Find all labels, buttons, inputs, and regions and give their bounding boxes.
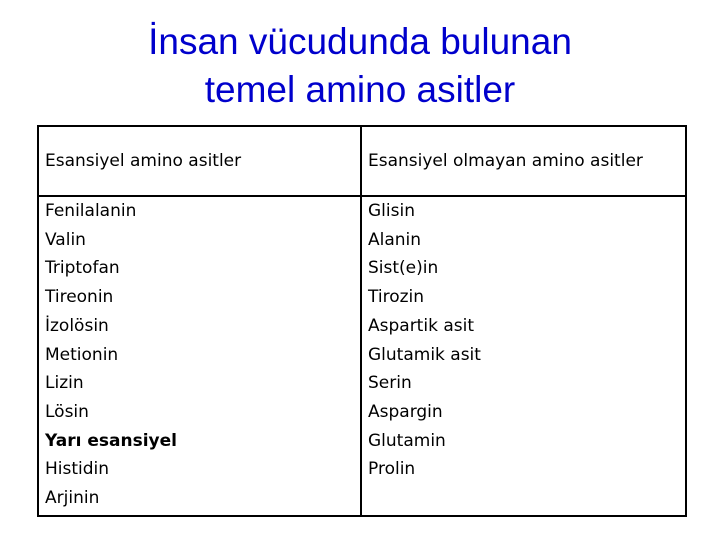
list-item: Glutamik asit [368, 344, 481, 365]
list-item: Glisin [368, 201, 415, 221]
list-item: Histidin [45, 459, 110, 480]
list-item: Fenilalanin [45, 201, 137, 221]
list-item: Valin [45, 229, 86, 250]
slide-title [0, 18, 720, 114]
non-essential-list [368, 197, 685, 484]
list-item: Aspartik asit [368, 315, 474, 336]
list-item: Metionin [45, 344, 119, 365]
list-item: Yarı esansiyel [45, 430, 177, 451]
title-line-1: İnsan vücudunda bulunan [148, 21, 572, 62]
essential-list [45, 197, 360, 513]
list-item: Triptofan [45, 258, 120, 279]
amino-acid-table [37, 125, 687, 517]
list-item: Aspargin [368, 401, 443, 422]
list-item: Glutamin [368, 430, 446, 451]
list-item: Arjinin [45, 488, 100, 509]
list-item: Sist(e)in [368, 258, 439, 279]
essential-cell [38, 196, 361, 516]
list-item: Serin [368, 373, 412, 394]
list-item: İzolösin [45, 315, 109, 336]
list-item: Lösin [45, 401, 89, 422]
table-body-row [38, 196, 686, 516]
list-item: Alanin [368, 229, 422, 250]
non-essential-cell [361, 196, 686, 516]
title-line-2: temel amino asitler [204, 69, 516, 110]
list-item: Lizin [45, 373, 84, 394]
list-item: Prolin [368, 459, 416, 480]
list-item: Tireonin [45, 287, 114, 308]
header-non-essential: Esansiyel olmayan amino asitler [361, 126, 686, 196]
table-header-row [38, 126, 686, 196]
list-item: Tirozin [368, 287, 425, 308]
header-essential: Esansiyel amino asitler [38, 126, 361, 196]
